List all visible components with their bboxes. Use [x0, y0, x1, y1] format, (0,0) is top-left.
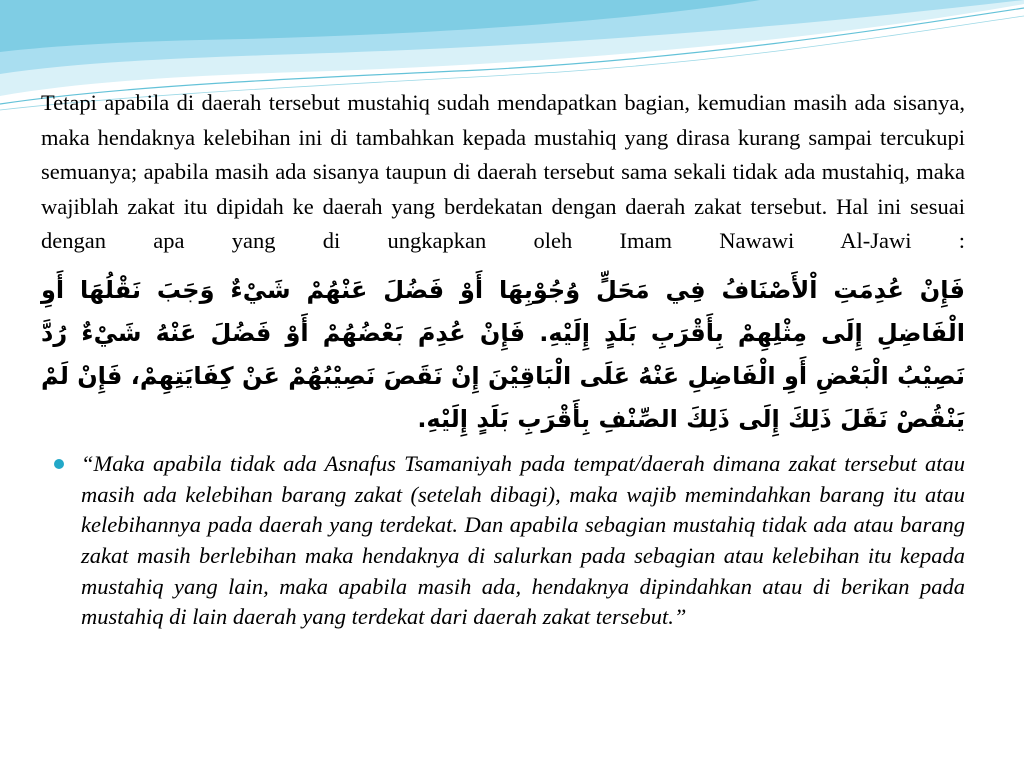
- bullet-dot-icon: [54, 459, 64, 469]
- slide-body: [41, 86, 965, 633]
- translation-quote: “Maka apabila tidak ada Asnafus Tsamaniyah pada tempat/daerah dimana zakat tersebut atau masih ada kelebihan barang zakat (setelah dibagi), maka wajib memindahkan barang itu atau kelebihannya pada daerah yang terdekat. Dan apabila sebagian mustahiq tidak ada atau barang zakat masih berlebihan maka hendaknya di salurkan pada sebagian atau kelebihan itu kepada mustahiq yang lain, maka apabila masih ada, hendaknya dipindahkan atau di berikan pada mustahiq di lain daerah yang terdekat dari daerah zakat tersebut.”: [81, 450, 965, 630]
- intro-paragraph: Tetapi apabila di daerah tersebut mustahiq sudah mendapatkan bagian, kemudian masih ada sisanya, maka hendaknya kelebihan ini di tambahkan kepada mustahiq yang dirasa kurang sampai tercukupi semuanya; apabila masih ada sisanya taupun di daerah tersebut sama sekali tidak ada mustahiq, maka wajiblah zakat itu dipidah ke daerah yang berdekatan dengan daerah zakat tersebut. Hal ini sesuai dengan apa yang di ungkapkan oleh Imam Nawawi Al-Jawi :: [41, 90, 965, 254]
- bullet-item: [41, 449, 965, 633]
- arabic-quote: فَإِنْ عُدِمَتِ اْلأَصْنَافُ فِي مَحَلٍّ وُجُوْبِهَا أَوْ فَضُلَ عَنْهُمْ شَيْءٌ وَجَبَ نَقْلُهَا أَوِ الْفَاضِلِ إِلَى مِثْلِهِمْ بِأَقْرَبِ بَلَدٍ إِلَيْهِ. فَإِنْ عُدِمَ بَعْضُهُمْ أَوْ فَضُلَ عَنْهُ شَيْءٌ رُدَّ نَصِيْبُ الْبَعْضِ أَوِ الْفَاضِلِ عَنْهُ عَلَى الْبَاقِيْنَ إِنْ نَقَصَ نَصِيْبُهُمْ عَنْ كِفَايَتِهِمْ، فَإِنْ لَمْ يَنْقُصْ نَقَلَ ذَلِكَ إِلَى ذَلِكَ الصِّنْفِ بِأَقْرَبِ بَلَدٍ إِلَيْهِ.: [41, 275, 965, 433]
